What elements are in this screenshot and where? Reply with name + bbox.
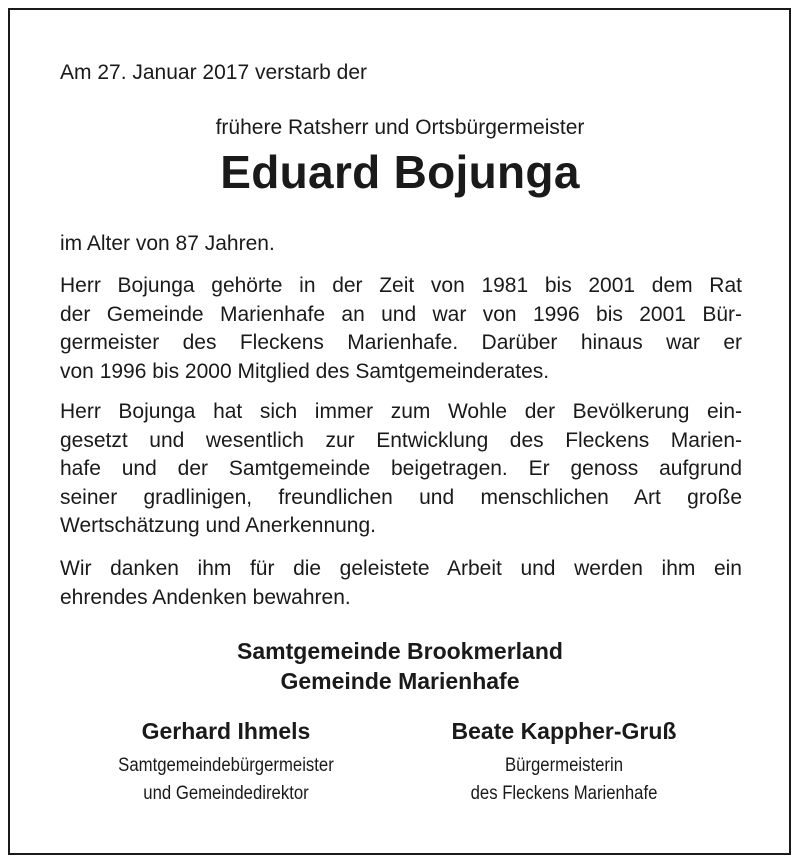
paragraph-career [60, 272, 742, 386]
paragraph-tribute [60, 398, 742, 541]
paragraph-line: ehrendes Andenken bewahren. [60, 585, 351, 609]
signatory-title: und Gemeindedirektor [143, 783, 309, 804]
signatory-left [56, 716, 396, 808]
paragraph-line: hafe und der Samtgemeinde beigetragen. Er genoss aufgrund [60, 457, 742, 480]
paragraph-line: Wertschätzung und Anerkennung. [60, 514, 376, 537]
paragraph-line: von 1996 bis 2000 Mitglied des Samtgemeinderates. [60, 359, 550, 383]
signatory-title: des Fleckens Marienhafe [470, 783, 658, 804]
signatory-title: Bürgermeisterin [504, 755, 624, 776]
paragraph-line: Herr Bojunga hat sich immer zum Wohle der Bevölkerung ein- [60, 400, 742, 423]
organization-gemeinde: Gemeinde Marienhafe [280, 668, 520, 694]
age-line: im Alter von 87 Jahren. [60, 232, 275, 255]
signatory-right [394, 716, 734, 808]
deceased-name: Eduard Bojunga [220, 146, 580, 198]
paragraph-line: Wir danken ihm für die geleistete Arbeit und werden ihm ein [60, 557, 742, 580]
paragraph-thanks [60, 555, 742, 612]
paragraph-line: seiner gradlinigen, freundlichen und menschlichen Art große [60, 485, 742, 509]
intro-line: Am 27. Januar 2017 verstarb der [60, 61, 368, 84]
paragraph-line: germeister des Fleckens Marienhafe. Darüber hinaus war er [60, 331, 742, 354]
signatory-name: Gerhard Ihmels [141, 718, 311, 744]
signatory-title: Samtgemeindebürgermeister [118, 755, 334, 776]
paragraph-line: Herr Bojunga gehörte in der Zeit von 1981 bis 2001 dem Rat [60, 274, 742, 297]
paragraph-line: gesetzt und wesentlich zur Entwicklung des Fleckens Marien- [60, 428, 742, 452]
paragraph-line: der Gemeinde Marienhafe an und war von 1996 bis 2001 Bür- [60, 302, 742, 326]
organization-samtgemeinde: Samtgemeinde Brookmerland [237, 638, 563, 664]
deceased-role: frühere Ratsherr und Ortsbürgermeister [215, 116, 585, 139]
signatory-name: Beate Kappher-Gruß [451, 718, 677, 744]
